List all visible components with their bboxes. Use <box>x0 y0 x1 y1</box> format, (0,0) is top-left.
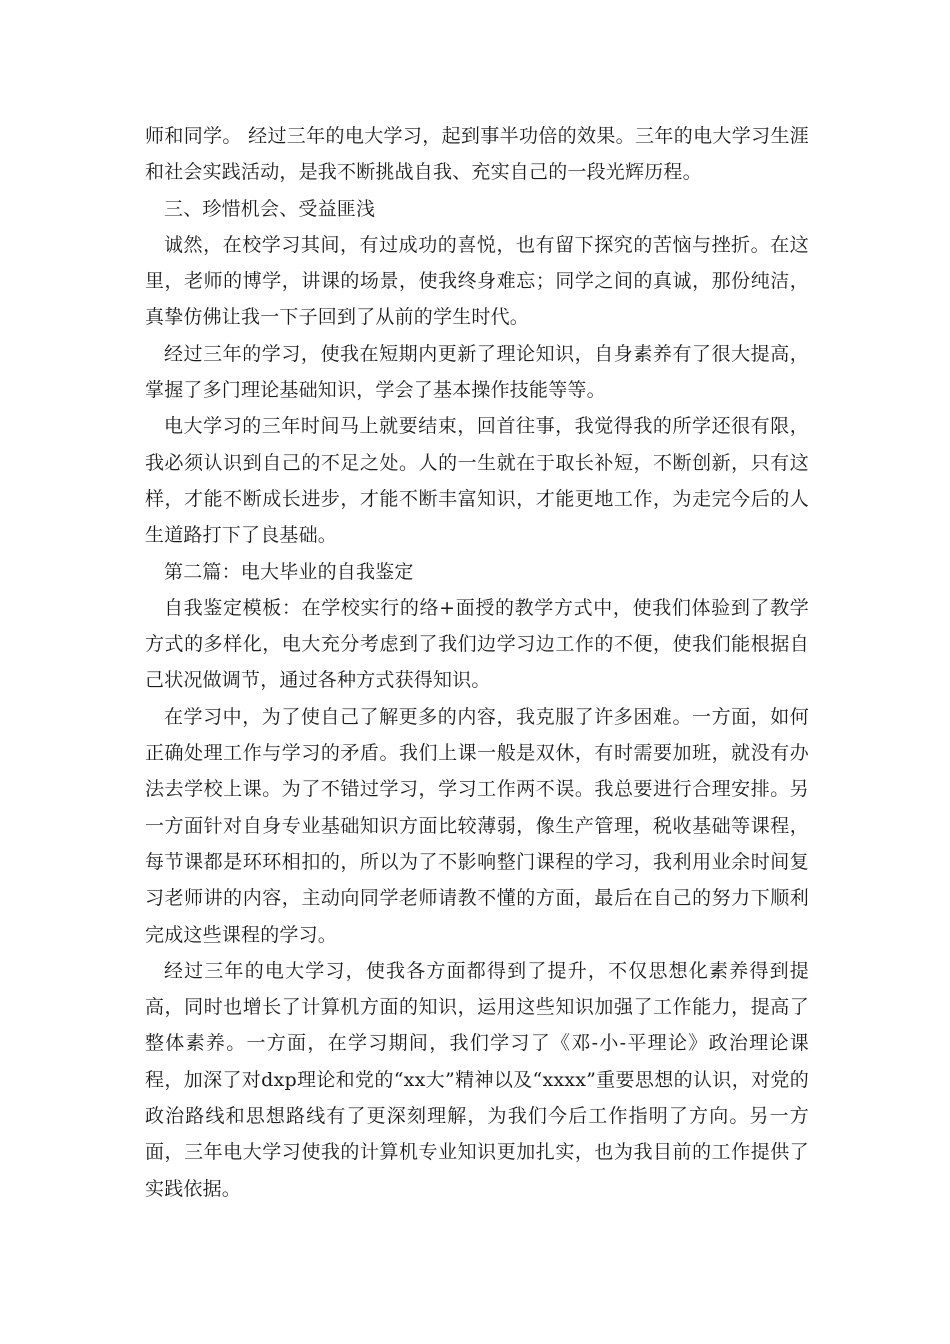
section-heading: 三、珍惜机会、受益匪浅 <box>164 197 376 220</box>
paragraph: 经过三年的学习，使我在短期内更新了理论知识，自身素养有了很大提高，掌握了多门理论基础知识，学会了基本操作技能等等。 <box>145 342 809 402</box>
section-heading: 第二篇：电大毕业的自我鉴定 <box>164 560 414 583</box>
paragraph: 电大学习的三年时间马上就要结束，回首往事，我觉得我的所学还很有限，我必须认识到自己的不足之处。人的一生就在于取长补短，不断创新，只有这样，才能不断成长进步，才能不断丰富知识，才能更地工作，为走完今后的人生道路打下了良基础。 <box>145 415 809 547</box>
paragraph: 在学习中，为了使自己了解更多的内容，我克服了许多困难。一方面，如何正确处理工作与学习的矛盾。我们上课一般是双休，有时需要加班，就没有办法去学校上课。为了不错过学习，学习工作两不误。我总要进行合理安排。另一方面针对自身专业基础知识方面比较薄弱，像生产管理，税收基础等课程，每节课都是环环相扣的，所以为了不影响整门课程的学习，我利用业余时间复习老师讲的内容，主动向同学老师请教不懂的方面，最后在自己的努力下顺利完成这些课程的学习。 <box>145 705 809 946</box>
paragraph: 自我鉴定模板：在学校实行的络+面授的教学方式中，使我们体验到了教学方式的多样化，电大充分考虑到了我们边学习边工作的不便，使我们能根据自己状况做调节，通过各种方式获得知识。 <box>145 596 809 692</box>
document-body <box>145 118 809 1207</box>
paragraph: 诚然，在校学习其间，有过成功的喜悦，也有留下探究的苦恼与挫折。在这里，老师的博学，讲课的场景，使我终身难忘；同学之间的真诚，那份纯洁，真挚仿佛让我一下子回到了从前的学生时代。 <box>145 233 809 329</box>
paragraph: 师和同学。 经过三年的电大学习，起到事半功倍的效果。三年的电大学习生涯和社会实践活动，是我不断挑战自我、充实自己的一段光辉历程。 <box>145 125 809 184</box>
paragraph: 经过三年的电大学习，使我各方面都得到了提升，不仅思想化素养得到提高，同时也增长了计算机方面的知识，运用这些知识加强了工作能力，提高了整体素养。一方面，在学习期间，我们学习了《邓-小-平理论》政治理论课程，加深了对dxp理论和党的“xx大”精神以及“xxxx”重要思想的认识，对党的政治路线和思想路线有了更深刻理解，为我们今后工作指明了方向。另一方面，三年电大学习使我的计算机专业知识更加扎实，也为我目前的工作提供了实践依据。 <box>145 959 809 1200</box>
